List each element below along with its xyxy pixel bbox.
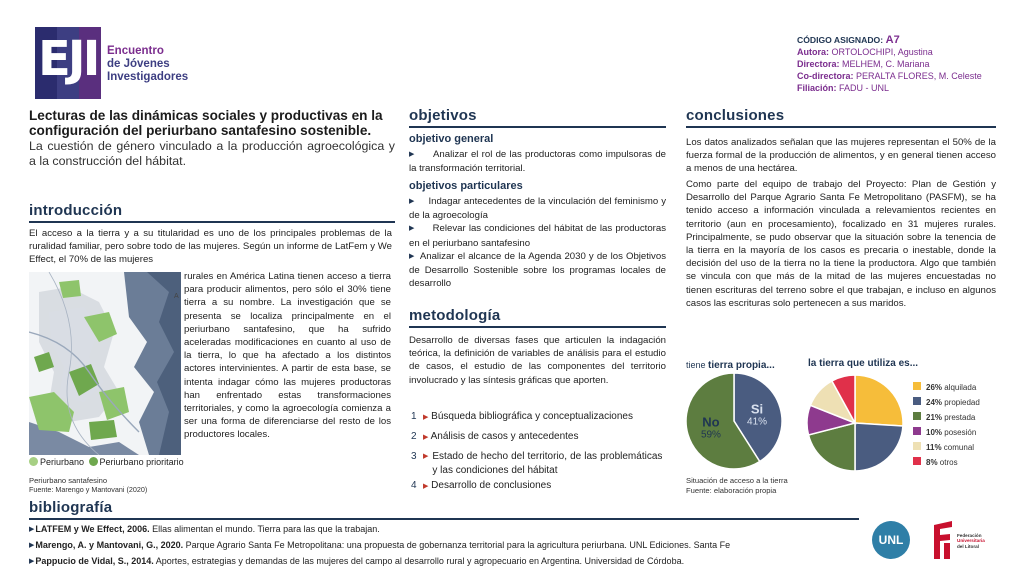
pie-slice-propiedad [855, 423, 903, 471]
legend-swatch [913, 457, 921, 465]
author-label: Autora: [797, 47, 829, 57]
list-item: ▶ Analizar el alcance de la Agenda 2030 y de los Objetivos de Desarrollo Sostenible sobre los programas locales de desarrollo [409, 250, 666, 290]
objetivos-heading: objetivos [409, 107, 477, 124]
pie-label-si: Si [750, 401, 764, 417]
legend-swatch [913, 412, 921, 420]
affiliation-value: FADU - UNL [839, 83, 890, 93]
introduccion-rule [29, 221, 395, 223]
legend-item-propiedad [913, 395, 980, 410]
conclusiones-rule [686, 126, 996, 128]
bullet-arrow-icon: ▶ [29, 542, 35, 549]
legend-item-alquilada [913, 380, 980, 395]
legend-item-comunal [913, 440, 980, 455]
legend-label: prestada [942, 413, 976, 422]
metodologia-rule [409, 326, 666, 328]
arrow-icon: ▶ [423, 433, 429, 441]
event-logo [35, 27, 205, 101]
pie-chart-tierra-propia [684, 371, 784, 471]
legend-periurbano: Periurbano [40, 457, 85, 467]
list-item: ▶ Relevar las condiciones del hábitat de las productoras en el periurbano santafesino [409, 223, 666, 249]
bibliografia-heading: bibliografía [29, 499, 113, 516]
conclusiones-para-2: Como parte del equipo de trabajo del Proyecto: Plan de Gestión y Desarrollo del Parque Agrario Santa Fe Metropolitano (PASFM), se ha tenido acceso a información vinculada a relevamientos recientes en territorio (aun en procesamiento), focalizado en 31 mujeres rurales. Principalmente, se pudo observar que la situación sobre la tenencia de la tierra en la mayoría de los casos es precaria o inestable, donde la decisión del uso de la tierra no la tiene la productora. Algo que también se vincula con que más de la mitad de las mujeres encuestadas no tienen escrituras del terreno sobre el que trabajan, e incluso en algunos casos las escrituras solo pertenecen a sus maridos. [686, 179, 996, 309]
metodologia-heading: metodología [409, 307, 501, 324]
logo-line-3: Investigadores [107, 71, 189, 83]
metodologia-intro: Desarrollo de diversas fases que articulen la indagación teórica, la definición de variables de análisis para el estudio de casos, el estudio de las componentes del territorio involucrado y las síntesis gráficas que aporten. [409, 335, 666, 386]
list-item: 3 ▶ Estado de hecho del territorio, de las problemáticas y las condiciones del hábitat [411, 451, 663, 476]
eji-logo-mark: EJI [35, 27, 101, 99]
legend-item-posesión [913, 425, 980, 440]
map-legend [29, 457, 184, 467]
arrow-icon: ▶ [423, 414, 429, 421]
arrow-icon: ▶ [423, 453, 429, 461]
metodologia-steps [411, 410, 666, 494]
introduccion-heading: introducción [29, 202, 123, 219]
bibliografia-list [29, 522, 730, 570]
introduccion-para-side: rurales en América Latina tienen acceso a tierra para producir alimentos, pero sólo el 30% tiene tierra a su nombre. La investigación que se presenta se localiza principalmente en el periurbano santafesino, que ha sufrido aceleradas modificaciones en cuanto al uso de la tierra, lo que ha afectado a los distintos actores intervinientes. A partir de esta base, se intenta indagar cómo las mujeres productoras han enfrentado estas transformaciones territoriales, y como la agroecología comienza a ser una forma de diferenciarse del resto de los productores locales. [184, 271, 391, 441]
periurbano-map [29, 272, 181, 455]
logo-line-2: de Jóvenes [107, 58, 170, 70]
pie-chart-tierra-uso [805, 373, 905, 473]
bullet-arrow-icon: ▶ [409, 252, 415, 260]
list-item: 4 ▶ Desarrollo de conclusiones [411, 480, 552, 492]
chart-2-legend [913, 380, 980, 470]
codirector-label: Co-directora: [797, 71, 854, 81]
introduccion-para-top: El acceso a la tierra y a su titularidad es uno de los principales problemas de la ruralidad familiar, pero sobre todo de las mujeres. Según un informe de LatFem y We Effect, el 70% de las mujeres [29, 228, 392, 266]
pie-value-no: 59% [700, 429, 721, 441]
list-item: 2 ▶ Análisis de casos y antecedentes [411, 430, 579, 442]
code-value: A7 [885, 34, 900, 46]
legend-value: 10% [926, 428, 943, 437]
legend-swatch [913, 382, 921, 390]
director-value: MELHEM, C. Mariana [842, 59, 930, 69]
list-item: ▶LATFEM y We Effect, 2006. Ellas alimentan el mundo. Tierra para las que la trabajan. [29, 524, 380, 534]
header-info [797, 34, 982, 94]
fem-logo: Federación Universitaria del Litoral [930, 519, 990, 561]
legend-value: 11% [926, 443, 942, 452]
logo-line-1: Encuentro [107, 45, 164, 57]
legend-prioritario: Periurbano prioritario [99, 457, 184, 467]
legend-swatch [913, 397, 921, 405]
pie-value-si: 41% [747, 416, 768, 428]
chart-2-title: la tierra que utiliza es... [808, 358, 919, 369]
objetivo-general-heading: objetivo general [409, 133, 494, 145]
chart-1-title: tiene tierra propia... [686, 360, 775, 371]
bullet-arrow-icon: ▶ [29, 558, 35, 565]
legend-label: propiedad [942, 398, 980, 407]
legend-value: 26% [926, 383, 943, 392]
legend-value: 8% [926, 458, 938, 467]
fem-logo-icon [930, 519, 956, 561]
objetivos-rule [409, 126, 666, 128]
legend-item-otros [913, 455, 980, 470]
legend-label: otros [937, 458, 958, 467]
poster-title [29, 108, 395, 169]
legend-value: 21% [926, 413, 943, 422]
bullet-arrow-icon: ▶ [409, 151, 415, 158]
legend-label: posesión [942, 428, 977, 437]
title-main: Lecturas de las dinámicas sociales y productivas en la configuración del periurbano santafesino sostenible. [29, 108, 383, 138]
objetivos-particulares-list [409, 195, 666, 290]
objetivo-general-text: ▶ Analizar el rol de las productoras como impulsoras de la transformación territorial. [409, 149, 666, 175]
chart-caption-line-1: Situación de acceso a la tierra [686, 476, 788, 485]
objetivos-particulares-heading: objetivos particulares [409, 180, 523, 192]
code-label: CÓDIGO ASIGNADO: [797, 35, 884, 45]
conclusiones-para-1: Los datos analizados señalan que las mujeres representan el 50% de la fuerza formal de la producción de alimentos, y en general tienen acceso a menos de una hectárea. [686, 137, 996, 175]
pie-label-no: No [702, 414, 720, 430]
codirector-value: PERALTA FLORES, M. Celeste [856, 71, 982, 81]
author-value: ORTOLOCHIPI, Agustina [831, 47, 933, 57]
list-item: ▶Pappucio de Vidal, S., 2014. Aportes, estrategias y demandas de las mujeres del campo al desarrollo rural y agropecuario en Argentina. Universidad de Córdoba. [29, 556, 685, 566]
legend-dot-prioritario [89, 457, 98, 466]
legend-item-prestada [913, 410, 980, 425]
legend-swatch [913, 442, 921, 450]
map-icon [29, 272, 181, 455]
title-subtitle: La cuestión de género vinculado a la producción agroecológica y a la construcción del hábitat. [29, 139, 395, 168]
list-item: ▶Marengo, A. y Mantovani, G., 2020. Parque Agrario Santa Fe Metropolitana: una propuesta de gobernanza territorial para la agricultura periurbana. UNL Ediciones. Santa Fe [29, 540, 731, 550]
pie-slice-alquilada [855, 375, 903, 426]
legend-label: alquilada [942, 383, 977, 392]
legend-swatch [913, 427, 921, 435]
list-item: 1 ▶ Búsqueda bibliográfica y conceptualizaciones [411, 411, 633, 422]
unl-logo: UNL [872, 521, 910, 559]
director-label: Directora: [797, 59, 840, 69]
legend-value: 24% [926, 398, 943, 407]
chart-caption [686, 476, 788, 495]
legend-dot-periurbano [29, 457, 38, 466]
map-source: Fuente: Marengo y Mantovani (2020) [29, 485, 148, 494]
bullet-arrow-icon: ▶ [29, 526, 35, 533]
bibliografia-rule [29, 518, 859, 520]
chart-caption-line-2: Fuente: elaboración propia [686, 485, 777, 495]
bullet-arrow-icon: ▶ [409, 225, 415, 233]
arrow-icon: ▶ [423, 483, 429, 491]
list-item: ▶ Indagar antecedentes de la vinculación del feminismo y de la agroecología [409, 196, 666, 222]
map-caption: Periurbano santafesino [29, 476, 108, 485]
affiliation-label: Filiación: [797, 83, 837, 93]
conclusiones-heading: conclusiones [686, 107, 785, 124]
bullet-arrow-icon: ▶ [409, 198, 415, 205]
legend-label: comunal [941, 443, 975, 452]
map-letter: A [174, 293, 179, 300]
